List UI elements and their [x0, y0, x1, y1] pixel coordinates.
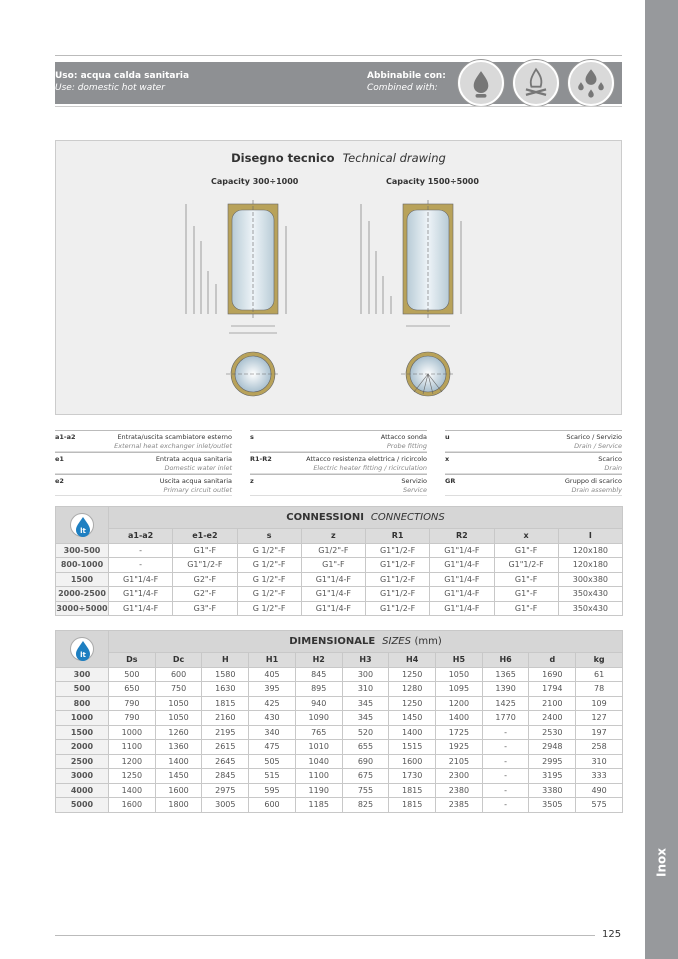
table-cell: 490: [576, 783, 623, 798]
legend-en: Drain / Service: [574, 442, 622, 450]
table-cell: 61: [576, 667, 623, 682]
connections-title: CONNESSIONI CONNECTIONS: [109, 507, 623, 529]
table-cell: 2615: [202, 740, 249, 755]
use-en: Use: domestic hot water: [55, 83, 165, 93]
table-cell: G1"1/4-F: [430, 543, 494, 558]
column-header: Dc: [155, 653, 202, 668]
table-cell: -: [482, 783, 529, 798]
table-cell: 1600: [389, 754, 436, 769]
table-cell: 333: [576, 769, 623, 784]
legend-en: Service: [402, 486, 427, 494]
legend-key: GR: [445, 477, 456, 485]
table-cell: 2975: [202, 783, 249, 798]
capacity-right: Capacity 1500÷5000: [386, 177, 479, 186]
table-cell: 3380: [529, 783, 576, 798]
table-cell: 350x430: [558, 601, 622, 616]
divider: [55, 106, 622, 107]
column-header: d: [529, 653, 576, 668]
table-cell: 790: [109, 696, 156, 711]
sizes-table: [55, 630, 623, 813]
table-cell: 350x430: [558, 587, 622, 602]
table-cell: G 1/2"-F: [237, 601, 301, 616]
table-cell: 2195: [202, 725, 249, 740]
table-cell: 1185: [295, 798, 342, 813]
legend-en: Primary circuit outlet: [163, 486, 232, 494]
table-cell: 1815: [389, 798, 436, 813]
column-header: H6: [482, 653, 529, 668]
table-cell: 197: [576, 725, 623, 740]
legend-en: Probe fitting: [386, 442, 427, 450]
table-cell: 2400: [529, 711, 576, 726]
table-cell: 1250: [389, 696, 436, 711]
table-cell: -: [482, 754, 529, 769]
column-header: a1-a2: [109, 529, 173, 544]
legend-it: Servizio: [401, 477, 427, 485]
row-label: 300-500: [56, 543, 109, 558]
row-label: 1500: [56, 725, 109, 740]
table-cell: 2530: [529, 725, 576, 740]
table-cell: 690: [342, 754, 389, 769]
table-cell: 2380: [436, 783, 483, 798]
legend-item: [55, 452, 232, 474]
legend-item: [445, 452, 622, 474]
table-cell: G3"-F: [173, 601, 237, 616]
table-cell: 345: [342, 711, 389, 726]
table-cell: 1200: [109, 754, 156, 769]
table-row: [56, 543, 623, 558]
table-row: [56, 601, 623, 616]
table-cell: 340: [249, 725, 296, 740]
column-header: H3: [342, 653, 389, 668]
legend-item: [445, 430, 622, 452]
legend-item: [55, 474, 232, 496]
connections-table: [55, 506, 623, 616]
table-cell: G1"-F: [173, 543, 237, 558]
table-cell: 1365: [482, 667, 529, 682]
table-cell: 475: [249, 740, 296, 755]
table-cell: 310: [576, 754, 623, 769]
legend-it: Attacco resistenza elettrica / ricircolo: [306, 455, 427, 463]
table-row: [56, 740, 623, 755]
table-cell: 300: [342, 667, 389, 682]
legend-it: Entrata/uscita scambiatore esterno: [117, 433, 232, 441]
legend-key: u: [445, 433, 450, 441]
table-cell: G1"-F: [494, 543, 558, 558]
table-cell: 120x180: [558, 543, 622, 558]
table-cell: 2645: [202, 754, 249, 769]
table-cell: 600: [155, 667, 202, 682]
table-cell: G1"1/4-F: [109, 587, 173, 602]
table-cell: -: [482, 798, 529, 813]
table-cell: 2845: [202, 769, 249, 784]
svg-text:lt: lt: [80, 526, 86, 535]
table-cell: G1"1/4-F: [430, 587, 494, 602]
table-row: [56, 667, 623, 682]
table-cell: -: [482, 725, 529, 740]
table-row: [56, 696, 623, 711]
column-header: kg: [576, 653, 623, 668]
table-cell: -: [109, 558, 173, 573]
table-cell: G1"1/4-F: [430, 601, 494, 616]
table-cell: 345: [342, 696, 389, 711]
legend-key: e2: [55, 477, 64, 485]
table-cell: 2100: [529, 696, 576, 711]
table-cell: 825: [342, 798, 389, 813]
table-cell: G1"1/4-F: [301, 601, 365, 616]
table-cell: 3195: [529, 769, 576, 784]
row-label: 4000: [56, 783, 109, 798]
column-header: e1-e2: [173, 529, 237, 544]
column-header: H1: [249, 653, 296, 668]
legend-item: [250, 452, 427, 474]
row-label: 1500: [56, 572, 109, 587]
table-cell: 1690: [529, 667, 576, 682]
column-header: I: [558, 529, 622, 544]
column-header: x: [494, 529, 558, 544]
legend-it: Gruppo di scarico: [564, 477, 622, 485]
table-cell: 595: [249, 783, 296, 798]
table-row: [56, 682, 623, 697]
table-cell: 1050: [436, 667, 483, 682]
table-cell: 120x180: [558, 558, 622, 573]
table-cell: 845: [295, 667, 342, 682]
table-cell: -: [109, 543, 173, 558]
table-cell: 1400: [109, 783, 156, 798]
capacity-left: Capacity 300÷1000: [211, 177, 299, 186]
table-cell: 2995: [529, 754, 576, 769]
table-cell: 78: [576, 682, 623, 697]
column-header: H2: [295, 653, 342, 668]
table-cell: 750: [155, 682, 202, 697]
table-cell: 1515: [389, 740, 436, 755]
legend-item: [250, 430, 427, 452]
row-label: 5000: [56, 798, 109, 813]
table-cell: 1010: [295, 740, 342, 755]
table-cell: 1090: [295, 711, 342, 726]
table-cell: 515: [249, 769, 296, 784]
table-cell: G2"-F: [173, 572, 237, 587]
column-header: s: [237, 529, 301, 544]
table-cell: G1"1/2-F: [366, 543, 430, 558]
table-cell: 1600: [155, 783, 202, 798]
gas-water-icon: [568, 60, 614, 106]
table-cell: 675: [342, 769, 389, 784]
table-cell: 1040: [295, 754, 342, 769]
legend-key: e1: [55, 455, 64, 463]
legend-item: [445, 474, 622, 496]
legend-it: Uscita acqua sanitaria: [159, 477, 232, 485]
table-row: [56, 725, 623, 740]
table-cell: 1400: [389, 725, 436, 740]
row-label: 800-1000: [56, 558, 109, 573]
table-cell: 895: [295, 682, 342, 697]
legend-column: [445, 430, 622, 496]
table-row: [56, 558, 623, 573]
combined-en: Combined with:: [367, 83, 438, 93]
table-cell: 1095: [436, 682, 483, 697]
row-label: 1000: [56, 711, 109, 726]
table-cell: 1794: [529, 682, 576, 697]
legend-item: [55, 430, 232, 452]
table-cell: 127: [576, 711, 623, 726]
legend-key: x: [445, 455, 450, 463]
table-cell: 2385: [436, 798, 483, 813]
table-cell: G1"1/2-F: [366, 587, 430, 602]
table-cell: 1800: [155, 798, 202, 813]
row-label: 2000-2500: [56, 587, 109, 602]
table-cell: 405: [249, 667, 296, 682]
legend-en: External heat exchanger inlet/outlet: [114, 442, 232, 450]
table-cell: G1"1/4-F: [109, 572, 173, 587]
row-label: 500: [56, 682, 109, 697]
lt-drop-icon: [56, 507, 109, 544]
table-cell: G1"1/2-F: [366, 572, 430, 587]
table-cell: 2105: [436, 754, 483, 769]
table-cell: 1725: [436, 725, 483, 740]
table-cell: G1"1/4-F: [301, 587, 365, 602]
table-cell: 600: [249, 798, 296, 813]
legend-key: z: [250, 477, 254, 485]
tank-drawings: [171, 196, 551, 411]
side-tab: [645, 0, 678, 959]
table-cell: G1"1/4-F: [301, 572, 365, 587]
table-cell: 1000: [109, 725, 156, 740]
table-cell: 1250: [389, 667, 436, 682]
wood-fire-icon: [513, 60, 559, 106]
sizes-title: DIMENSIONALE SIZES (mm): [109, 631, 623, 653]
table-row: [56, 711, 623, 726]
table-cell: 1925: [436, 740, 483, 755]
table-cell: 258: [576, 740, 623, 755]
page-number: 125: [602, 929, 622, 940]
table-cell: G1"-F: [494, 601, 558, 616]
technical-drawing-panel: [55, 140, 622, 415]
row-label: 2500: [56, 754, 109, 769]
table-cell: G1"-F: [494, 587, 558, 602]
use-it: Uso: acqua calda sanitaria: [55, 71, 190, 81]
table-cell: 1100: [109, 740, 156, 755]
legend-key: R1-R2: [250, 455, 272, 463]
table-cell: 3005: [202, 798, 249, 813]
legend-en: Domestic water inlet: [164, 464, 232, 472]
table-cell: 1050: [155, 711, 202, 726]
table-cell: 1250: [109, 769, 156, 784]
table-cell: 1770: [482, 711, 529, 726]
table-row: [56, 769, 623, 784]
table-cell: 650: [109, 682, 156, 697]
table-row: [56, 783, 623, 798]
column-header: H4: [389, 653, 436, 668]
legend-item: [250, 474, 427, 496]
legend-en: Drain: [604, 464, 622, 472]
divider: [55, 55, 622, 56]
legend-key: s: [250, 433, 254, 441]
column-header: R1: [366, 529, 430, 544]
table-cell: 3505: [529, 798, 576, 813]
row-label: 3000: [56, 769, 109, 784]
table-cell: G1/2"-F: [301, 543, 365, 558]
table-cell: G1"1/2-F: [366, 601, 430, 616]
table-cell: G1"1/2-F: [173, 558, 237, 573]
table-cell: G1"-F: [301, 558, 365, 573]
legend-it: Attacco sonda: [380, 433, 427, 441]
table-cell: 1260: [155, 725, 202, 740]
table-cell: G 1/2"-F: [237, 558, 301, 573]
gas-boiler-icon: [458, 60, 504, 106]
table-row: [56, 798, 623, 813]
table-cell: 1200: [436, 696, 483, 711]
row-label: 800: [56, 696, 109, 711]
table-cell: G1"1/4-F: [109, 601, 173, 616]
column-header: H: [202, 653, 249, 668]
column-header: z: [301, 529, 365, 544]
table-cell: 1815: [202, 696, 249, 711]
table-cell: 1730: [389, 769, 436, 784]
legend-it: Scarico / Servizio: [566, 433, 622, 441]
table-cell: 395: [249, 682, 296, 697]
drawing-title: Disegno tecnico Technical drawing: [231, 151, 446, 165]
column-header: Ds: [109, 653, 156, 668]
table-cell: 1100: [295, 769, 342, 784]
divider: [55, 935, 595, 936]
table-cell: 1450: [389, 711, 436, 726]
table-cell: 430: [249, 711, 296, 726]
table-cell: G 1/2"-F: [237, 543, 301, 558]
table-row: [56, 587, 623, 602]
table-cell: 1190: [295, 783, 342, 798]
table-cell: 1600: [109, 798, 156, 813]
section-label: Inox: [654, 848, 669, 878]
combined-it: Abbinabile con:: [367, 71, 446, 81]
table-cell: 1400: [436, 711, 483, 726]
legend-it: Entrata acqua sanitaria: [155, 455, 232, 463]
table-cell: G1"1/2-F: [366, 558, 430, 573]
table-cell: 1815: [389, 783, 436, 798]
table-cell: G1"1/4-F: [430, 558, 494, 573]
table-cell: 575: [576, 798, 623, 813]
column-header: H5: [436, 653, 483, 668]
table-cell: 1425: [482, 696, 529, 711]
lt-drop-icon: [56, 631, 109, 668]
table-cell: 300x380: [558, 572, 622, 587]
table-cell: G 1/2"-F: [237, 587, 301, 602]
table-row: [56, 572, 623, 587]
table-cell: G1"-F: [494, 572, 558, 587]
table-cell: 940: [295, 696, 342, 711]
table-cell: G1"1/4-F: [430, 572, 494, 587]
table-cell: G1"1/2-F: [494, 558, 558, 573]
legend-it: Scarico: [598, 455, 622, 463]
table-cell: 655: [342, 740, 389, 755]
table-cell: 505: [249, 754, 296, 769]
table-row: [56, 754, 623, 769]
row-label: 2000: [56, 740, 109, 755]
table-cell: 790: [109, 711, 156, 726]
table-cell: 765: [295, 725, 342, 740]
table-cell: G 1/2"-F: [237, 572, 301, 587]
table-cell: 1630: [202, 682, 249, 697]
table-cell: 1450: [155, 769, 202, 784]
legend-column: [55, 430, 232, 496]
table-cell: 1390: [482, 682, 529, 697]
row-label: 300: [56, 667, 109, 682]
svg-text:lt: lt: [80, 650, 86, 659]
table-cell: 500: [109, 667, 156, 682]
table-cell: 109: [576, 696, 623, 711]
table-cell: 2160: [202, 711, 249, 726]
table-cell: 520: [342, 725, 389, 740]
table-cell: 1280: [389, 682, 436, 697]
table-cell: -: [482, 740, 529, 755]
legend-column: [250, 430, 427, 496]
table-cell: 1360: [155, 740, 202, 755]
legend-en: Drain assembly: [571, 486, 622, 494]
table-cell: 2948: [529, 740, 576, 755]
table-cell: 425: [249, 696, 296, 711]
legend-key: a1-a2: [55, 433, 76, 441]
table-cell: 2300: [436, 769, 483, 784]
legend-en: Electric heater fitting / ricirculation: [313, 464, 427, 472]
table-cell: 1580: [202, 667, 249, 682]
table-cell: 1050: [155, 696, 202, 711]
table-cell: 755: [342, 783, 389, 798]
header-band: [55, 62, 622, 104]
table-cell: 1400: [155, 754, 202, 769]
column-header: R2: [430, 529, 494, 544]
table-cell: -: [482, 769, 529, 784]
table-cell: G2"-F: [173, 587, 237, 602]
row-label: 3000÷5000: [56, 601, 109, 616]
table-cell: 310: [342, 682, 389, 697]
